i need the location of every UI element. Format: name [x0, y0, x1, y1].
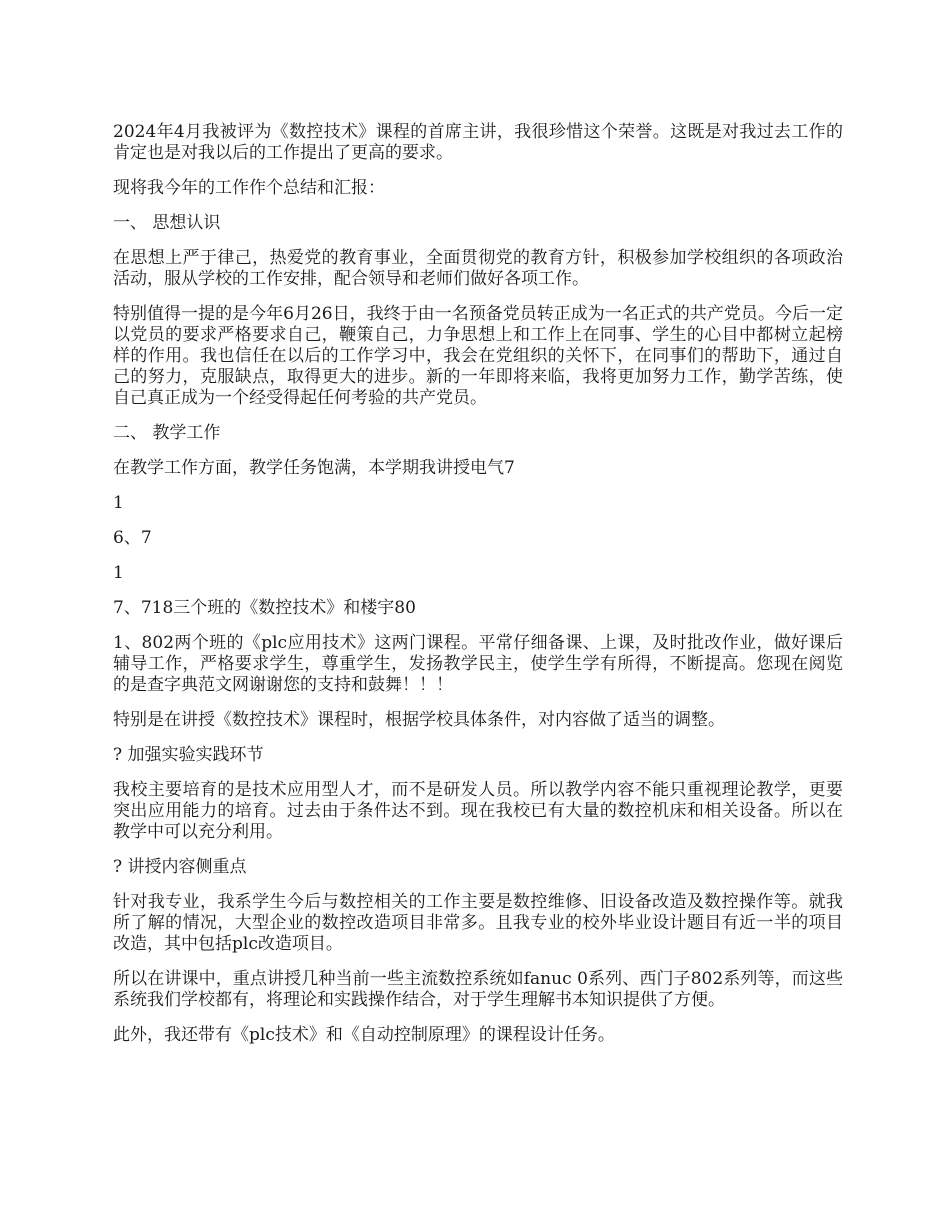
- paragraph: 此外，我还带有《plc技术》和《自动控制原理》的课程设计任务。: [113, 1025, 615, 1045]
- section-heading: 二、 教学工作: [113, 423, 221, 443]
- paragraph: 所以在讲课中，重点讲授几种当前一些主流数控系统如fanuc 0系列、西门子802系列等，而这些系统我们学校都有，将理论和实践操作结合，对于学生理解书本知识提供了方便。: [113, 969, 843, 1010]
- paragraph: 特别值得一提的是今年6月26日，我终于由一名预备党员转正成为一名正式的共产党员。今后一定以党员的要求严格要求自己，鞭策自己，力争思想上和工作上在同事、学生的心目中都树立起榜样的作用。我也信任在以后的工作学习中，我会在党组织的关怀下，在同事们的帮助下，通过自己的努力，克服缺点，取得更大的进步。新的一年即将来临，我将更加努力工作，勤学苦练，使自己真正成为一个经受得起任何考验的共产党员。: [113, 304, 843, 408]
- paragraph: 2024年4月我被评为《数控技术》课程的首席主讲，我很珍惜这个荣誉。这既是对我过去工作的肯定也是对我以后的工作提出了更高的要求。: [113, 122, 843, 163]
- document-body: [113, 122, 843, 1060]
- paragraph: 在教学工作方面，教学任务饱满，本学期我讲授电气7: [113, 458, 515, 478]
- paragraph: 在思想上严于律己，热爱党的教育事业，全面贯彻党的教育方针，积极参加学校组织的各项政治活动，服从学校的工作安排，配合领导和老师们做好各项工作。: [113, 248, 843, 289]
- paragraph-fragment: 1: [113, 493, 124, 513]
- paragraph-fragment: 1: [113, 563, 124, 583]
- subsection-heading: ? 讲授内容侧重点: [113, 857, 247, 877]
- paragraph: 我校主要培育的是技术应用型人才，而不是研发人员。所以教学内容不能只重视理论教学，更要突出应用能力的培育。过去由于条件达不到。现在我校已有大量的数控机床和相关设备。所以在教学中可以充分利用。: [113, 780, 843, 842]
- paragraph: 针对我专业，我系学生今后与数控相关的工作主要是数控维修、旧设备改造及数控操作等。就我所了解的情况，大型企业的数控改造项目非常多。且我专业的校外毕业设计题目有近一半的项目改造，其中包括plc改造项目。: [113, 892, 843, 954]
- paragraph: 特别是在讲授《数控技术》课程时，根据学校具体条件，对内容做了适当的调整。: [113, 710, 725, 730]
- paragraph: 现将我今年的工作作个总结和汇报：: [113, 178, 385, 198]
- paragraph: 1、802两个班的《plc应用技术》这两门课程。平常仔细备课、上课，及时批改作业，做好课后辅导工作，严格要求学生，尊重学生，发扬教学民主，使学生学有所得，不断提高。您现在阅览的是查字典范文网谢谢您的支持和鼓舞！！！: [113, 633, 843, 695]
- paragraph-fragment: 6、7: [113, 528, 152, 548]
- section-heading: 一、 思想认识: [113, 213, 221, 233]
- paragraph-fragment: 7、718三个班的《数控技术》和楼宇80: [113, 598, 416, 618]
- subsection-heading: ? 加强实验实践环节: [113, 745, 264, 765]
